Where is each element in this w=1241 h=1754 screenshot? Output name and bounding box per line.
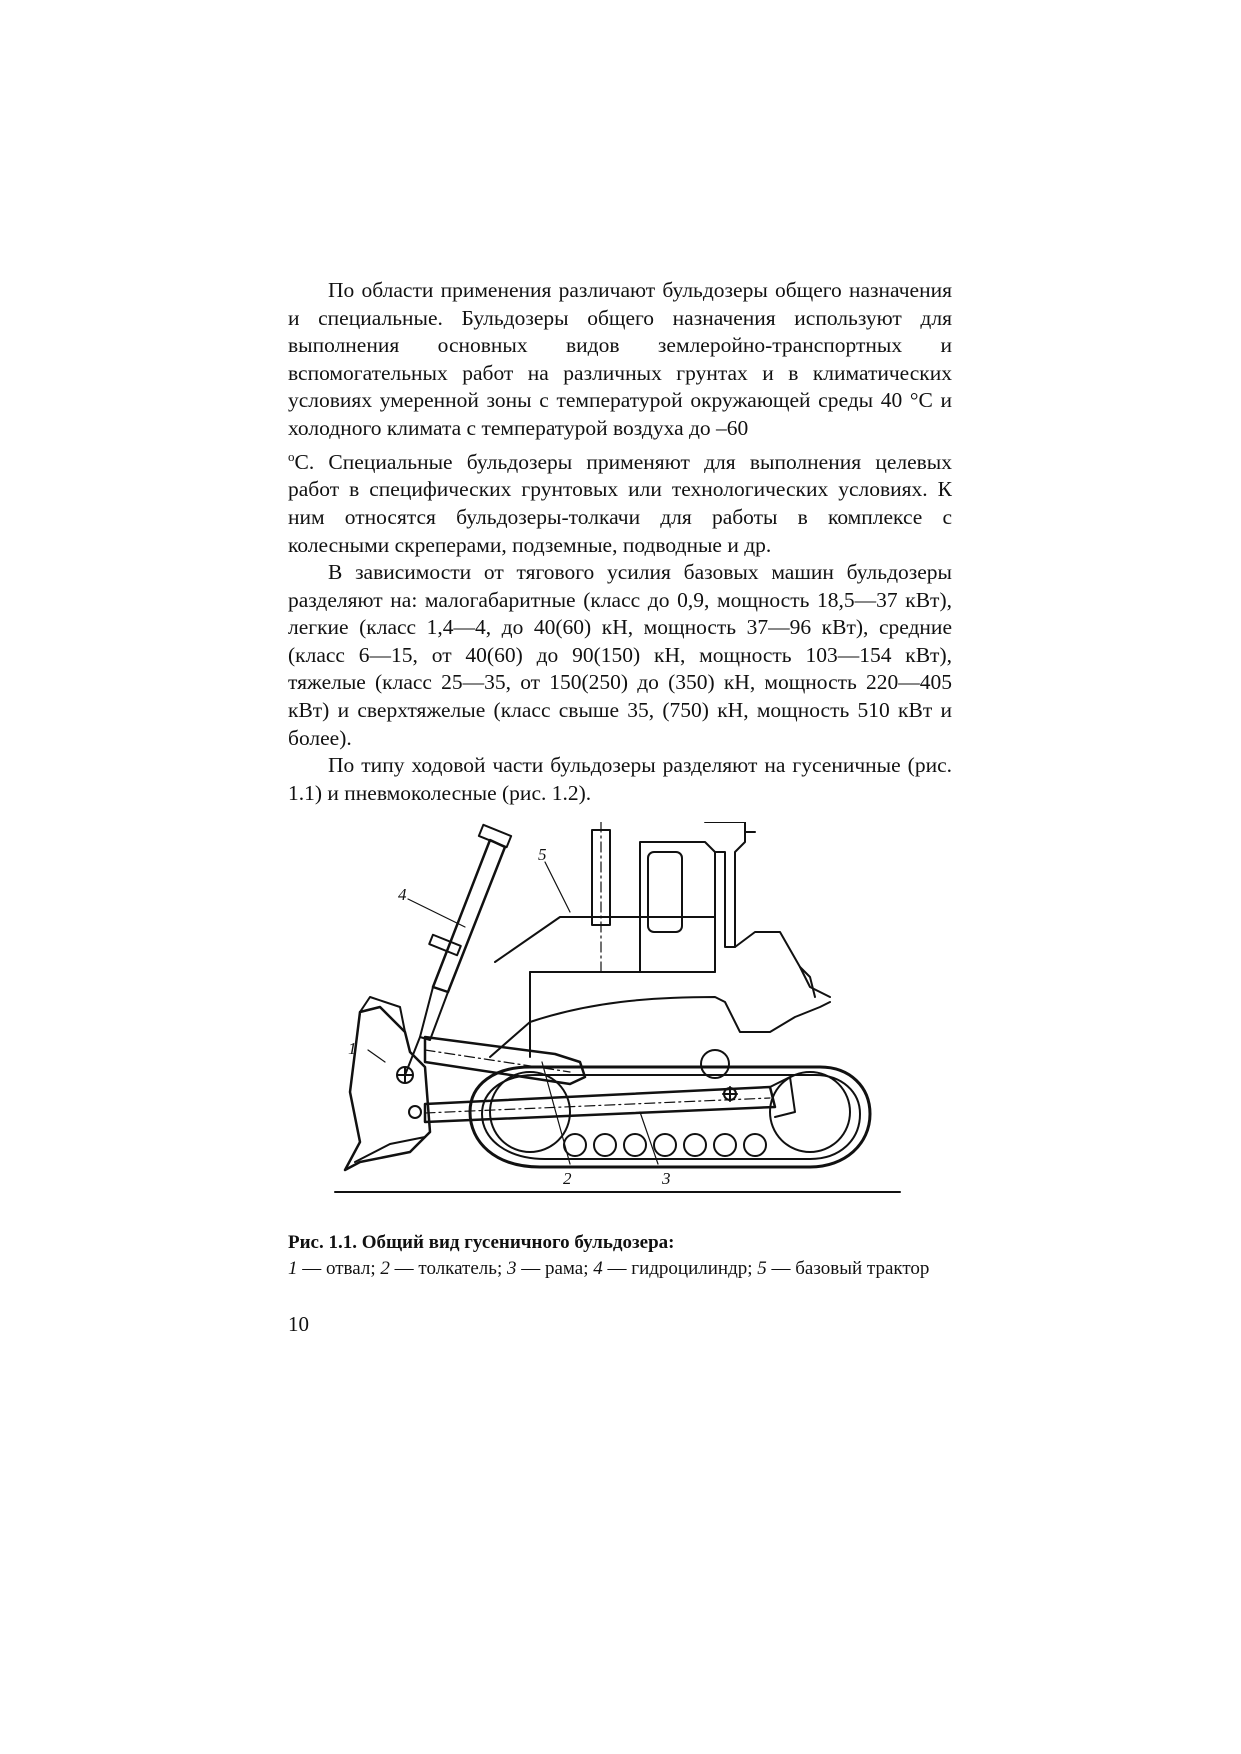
legend-text-3: — рама; <box>516 1258 594 1279</box>
legend-num-1: 1 <box>288 1258 298 1279</box>
legend-text-4: — гидроцилиндр; <box>602 1258 758 1279</box>
degree-mark: o <box>288 448 295 464</box>
paragraph-1 <box>288 277 952 559</box>
idler-wheel <box>490 1072 570 1152</box>
figure-caption <box>288 1230 952 1282</box>
legend-num-4: 4 <box>593 1258 603 1279</box>
figure-label-5: 5 <box>538 845 547 864</box>
paragraph-1-text: По области применения различают бульдозеры общего назначения и специальные. Бульдозеры общего назначения используют для выполнения основных видов землеройно-транспортных и вспомогательных работ на различных грунтах и в климатических условиях умеренной зоны с температурой окружающей среды 40 °С и холодного климата с температурой воздуха до –60 <box>288 278 952 440</box>
figure-label-2: 2 <box>563 1169 572 1188</box>
paragraph-2: В зависимости от тягового усилия базовых машин бульдозеры разделяют на: малогабаритные (класс до 0,9, мощность 18,5—37 кВт), легкие (класс 1,4—4, до 40(60) кН, мощность 37—96 кВт), средние (класс 6—15, от 40(60) до 90(150) кН, мощность 103—154 кВт), тяжелые (класс 25—35, от 150(250) до (350) кН, мощность 220—405 кВт) и сверхтяжелые (класс свыше 35, (750) кН, мощность 510 кВт и более). <box>288 560 952 750</box>
engine-hood <box>495 917 715 1057</box>
legend-num-3: 3 <box>506 1258 517 1279</box>
track-rollers <box>564 1134 766 1156</box>
legend-text-2: — толкатель; <box>389 1258 507 1279</box>
legend-num-5: 5 <box>757 1258 767 1279</box>
figure-label-1: 1 <box>348 1039 357 1058</box>
page-number: 10 <box>288 1312 309 1336</box>
paragraph-1-continuation: С. Специальные бульдозеры применяют для выполнения целевых работ в специфических грунтовых или технологических условиях. К ним относятся бульдозеры-толкачи для работы в комплексе с колесными скреперами, подземные, подводные и др. <box>288 449 952 557</box>
rops <box>705 822 745 947</box>
figure-label-4: 4 <box>398 885 407 904</box>
legend-text-5: — базовый трактор <box>766 1258 930 1279</box>
bulldozer-figure <box>330 822 910 1222</box>
figure-label-3: 3 <box>662 1169 671 1188</box>
bulldozer-drawing <box>330 822 910 1222</box>
body-text <box>288 277 952 807</box>
frame <box>425 1087 775 1122</box>
cab-window <box>648 852 682 932</box>
body-frame <box>530 997 830 1032</box>
paragraph-3: По типу ходовой части бульдозеры разделяют на гусеничные (рис. 1.1) и пневмоколесные (рис. 1.2). <box>288 753 952 805</box>
rear-section <box>735 932 830 997</box>
hood-lower <box>490 972 530 1057</box>
sprocket <box>770 1072 850 1152</box>
cab <box>640 842 715 972</box>
caption-title: Рис. 1.1. Общий вид гусеничного бульдозера: <box>288 1232 675 1253</box>
legend-text-1: — отвал; <box>297 1258 381 1279</box>
caption-legend <box>288 1256 952 1282</box>
legend-num-2: 2 <box>380 1258 390 1279</box>
carrier-roller <box>701 1050 729 1078</box>
